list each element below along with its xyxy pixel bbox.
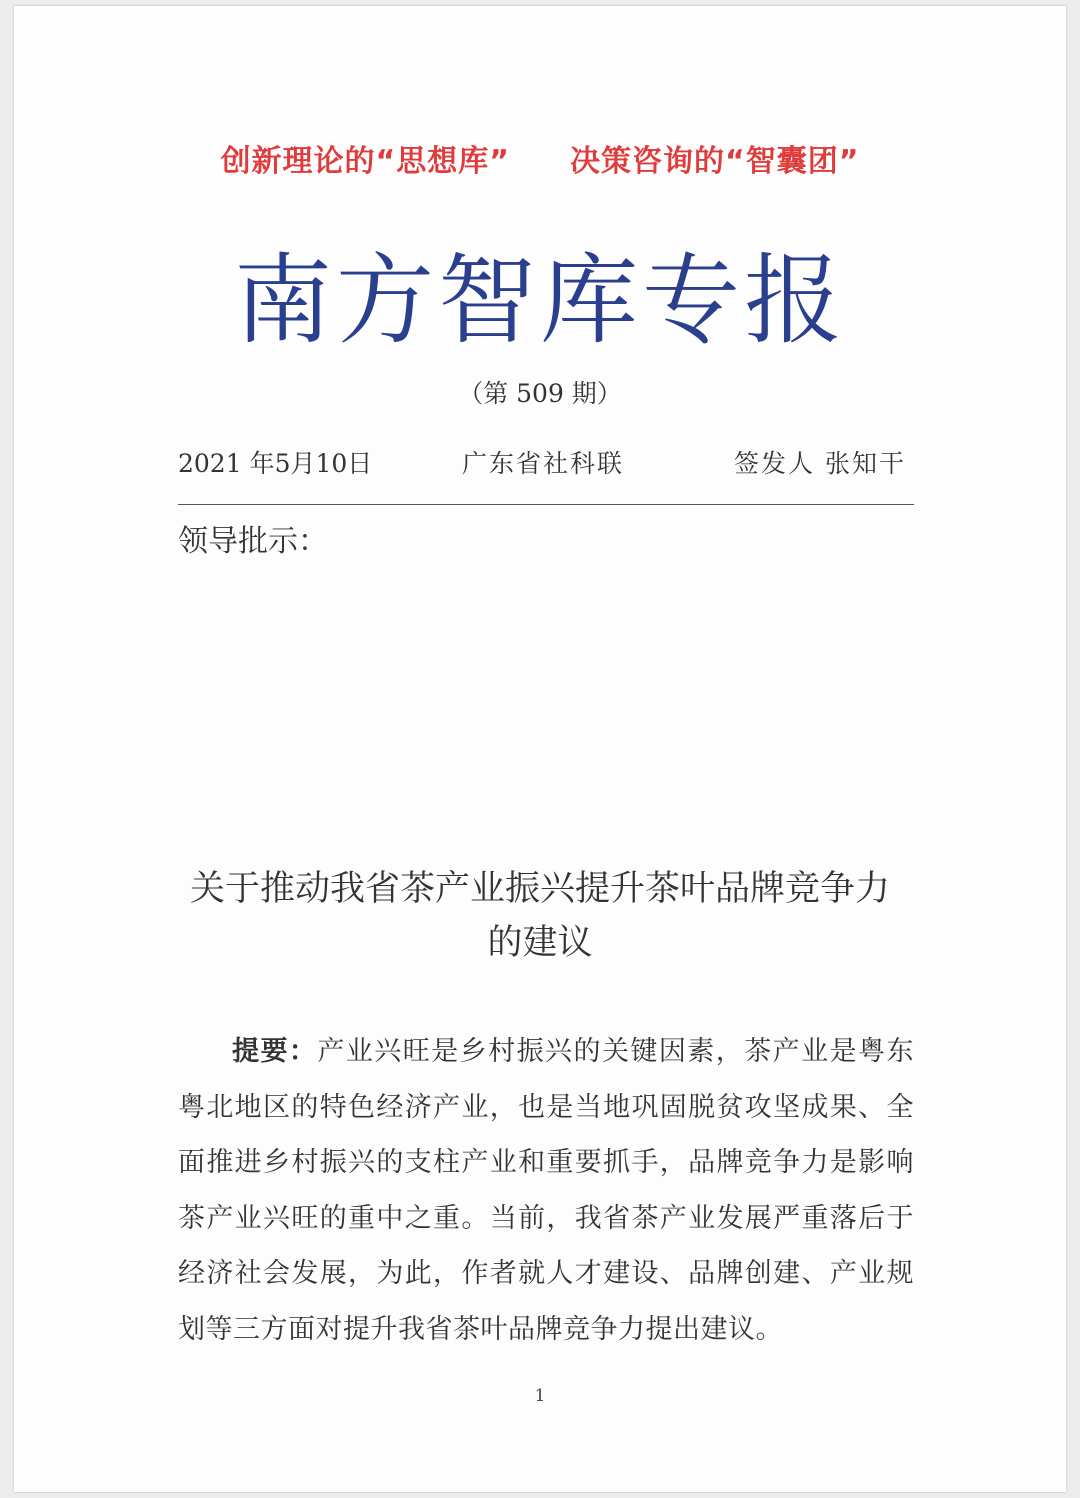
header-divider: [178, 504, 914, 505]
abstract-text: 产业兴旺是乡村振兴的关键因素，茶产业是粤东粤北地区的特色经济产业，也是当地巩固脱贫攻坚成果、全面推进乡村振兴的支柱产业和重要抓手，品牌竞争力是影响茶产业兴旺的重中之重。当前，我省茶产业发展严重落后于经济社会发展，为此，作者就人才建设、品牌创建、产业规划等三方面对提升我省茶叶品牌竞争力提出建议。: [178, 1036, 915, 1345]
slogan-left: 创新理论的“思想库”: [220, 144, 510, 179]
slogan-right: 决策咨询的“智囊团”: [570, 144, 860, 179]
signer: 签发人 张知干: [734, 449, 906, 478]
masthead-title: 南方智库专报: [233, 244, 846, 358]
article-title-line1: 关于推动我省茶产业振兴提升茶叶品牌竞争力: [189, 869, 890, 909]
article-title: [140, 862, 940, 970]
abstract-paragraph: [178, 1024, 914, 1357]
publish-date: 2021 年5月10日: [178, 449, 373, 478]
issuing-organization: 广东省社科联: [462, 449, 625, 478]
slogan: [0, 136, 1080, 180]
leader-instructions-label: 领导批示：: [178, 524, 328, 559]
page-number: 1: [534, 1386, 546, 1406]
article-title-line2: 的建议: [487, 923, 593, 963]
abstract-label: 提要：: [232, 1036, 318, 1067]
issue-number: （第 509 期）: [458, 379, 622, 408]
